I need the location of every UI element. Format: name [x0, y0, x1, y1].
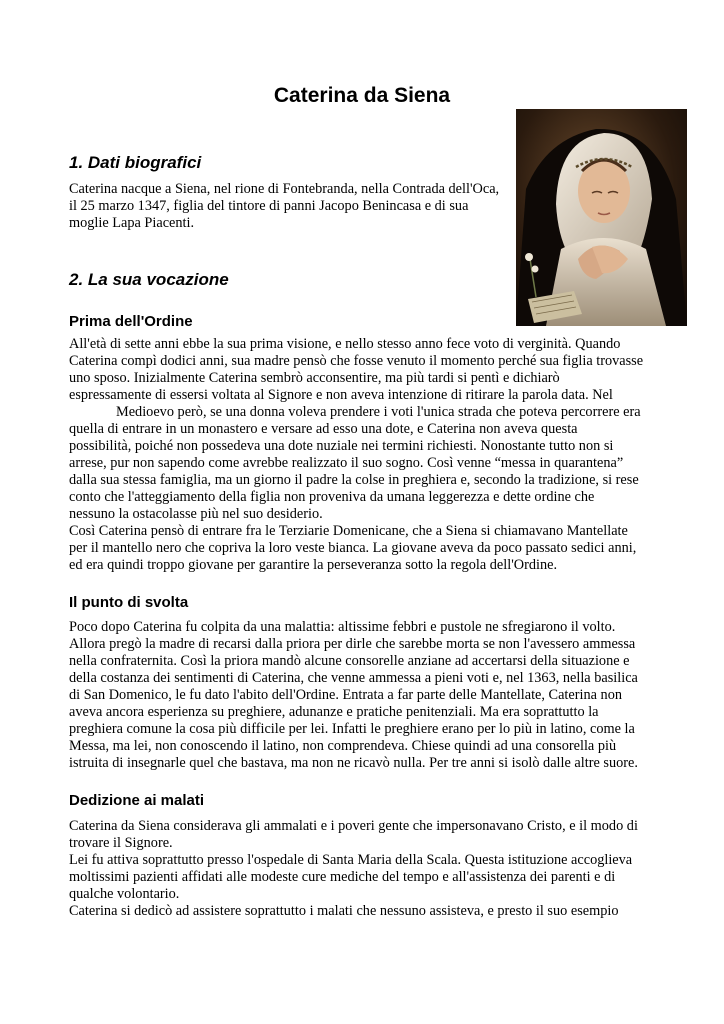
subsection-heading-punto-svolta: Il punto di svolta	[69, 594, 189, 611]
text-line: di San Domenico, le fu dato l'abito dell'Ordine. Entrata a far parte delle Mantellate, Caterina non	[69, 687, 622, 703]
saint-catherine-portrait	[516, 109, 687, 326]
text-line: conto che l'atteggiamento della figlia non proveniva da umana leggerezza e dette ordine che	[69, 489, 595, 505]
text-line: della costanza dei sentimenti di Caterina, che venne ammessa a pieni voti e, nel 1363, nella basilica	[69, 670, 638, 686]
text-line: nessuno la ostacolasse più nel suo desiderio.	[69, 506, 323, 522]
text-line: dalla sua stessa famiglia, ma un giorno il padre la colse in preghiera e, secondo la tradizione, si rese	[69, 472, 639, 488]
text-line: Caterina compì dodici anni, sua madre pensò che fosse venuto il momento perché sua figlia trovasse	[69, 353, 644, 369]
text-line: Allora pregò la madre di recarsi dalla priora per dirle che sarebbe morta se non l'avessero ammessa	[69, 636, 636, 652]
text-line: espressamente di essersi voltata al Signore e non aveva intenzione di ritirare la parola data. Nel	[69, 387, 613, 403]
text-line: possibilità, poiché non possedeva una dote nuziale nei termini richiesti. Nonostante tutto non si	[69, 438, 614, 454]
page-title: Caterina da Siena	[273, 84, 451, 107]
text-line: trovare il Signore.	[69, 835, 173, 851]
text-line: il 25 marzo 1347, figlia del tintore di panni Jacopo Benincasa e di sua	[69, 198, 469, 214]
text-line: Caterina nacque a Siena, nel rione di Fontebranda, nella Contrada dell'Oca,	[69, 181, 500, 197]
text-line: per il mantello nero che copriva la loro veste bianca. La giovane aveva da poco passato sedici anni,	[69, 540, 637, 556]
text-line: Così Caterina pensò di entrare fra le Terziarie Domenicane, che a Siena si chiamavano Mantellate	[69, 523, 628, 539]
text-line: arrese, pur non sapendo come avrebbe realizzato il suo sogno. Così venne “messa in quarantena”	[69, 455, 624, 471]
text-line: Messa, ma lei, non conoscendo il latino, non comprendeva. Chiese quindi ad una consorella più	[69, 738, 617, 754]
subsection-heading-prima-ordine: Prima dell'Ordine	[69, 313, 193, 330]
text-line: nella confraternita. Così la priora mandò alcune consorelle anziane ad accertarsi della situazione e	[69, 653, 630, 669]
text-line: moglie Lapa Piacenti.	[69, 215, 195, 231]
text-line: qualche volontario.	[69, 886, 180, 902]
text-line: Caterina si dedicò ad assistere soprattutto i malati che nessuno assisteva, e presto il suo esempio	[69, 903, 619, 919]
subsection-heading-dedizione-malati: Dedizione ai malati	[69, 792, 205, 809]
section-heading-vocazione: 2. La sua vocazione	[69, 270, 229, 289]
text-line: Lei fu attiva soprattutto presso l'ospedale di Santa Maria della Scala. Questa istituzione accoglieva	[69, 852, 633, 868]
section-heading-biografia: 1. Dati biografici	[69, 153, 202, 172]
text-line: quella di entrare in un monastero e versare ad esso una dote, e Caterina non aveva questa	[69, 421, 578, 437]
text-line: istruita di insegnarle quel che bastava, ma non ne ricavò nulla. Per tre anni si isolò dalle altre suore.	[69, 755, 638, 771]
text-line: preghiera comune la cosa più difficile per lei. Infatti le preghiere erano per lo più in latino, come la	[69, 721, 635, 737]
text-line: Caterina da Siena considerava gli ammalati e i poveri gente che impersonavano Cristo, e il modo di	[69, 818, 638, 834]
text-line: uno sposo. Inizialmente Caterina sembrò acconsentire, ma più tardi si pentì e dichiarò	[69, 370, 560, 386]
text-line: moltissimi pazienti affidati alle modeste cure mediche del tempo e all'assistenza dei parenti e di	[69, 869, 616, 885]
text-line: ed era quindi troppo giovane per garantire la perseveranza sotto la regola dell'Ordine.	[69, 557, 558, 573]
text-line: All'età di sette anni ebbe la sua prima visione, e nello stesso anno fece voto di verginità. Quando	[69, 336, 621, 352]
text-line: Poco dopo Caterina fu colpita da una malattia: altissime febbri e pustole ne sfregiarono il volto.	[69, 619, 616, 635]
text-line: Medioevo però, se una donna voleva prendere i voti l'unica strada che poteva percorrere era	[116, 404, 641, 420]
text-line: aveva ancora esperienza su preghiere, adunanze e pratiche penitenziali. Ma era soprattutto la	[69, 704, 599, 720]
